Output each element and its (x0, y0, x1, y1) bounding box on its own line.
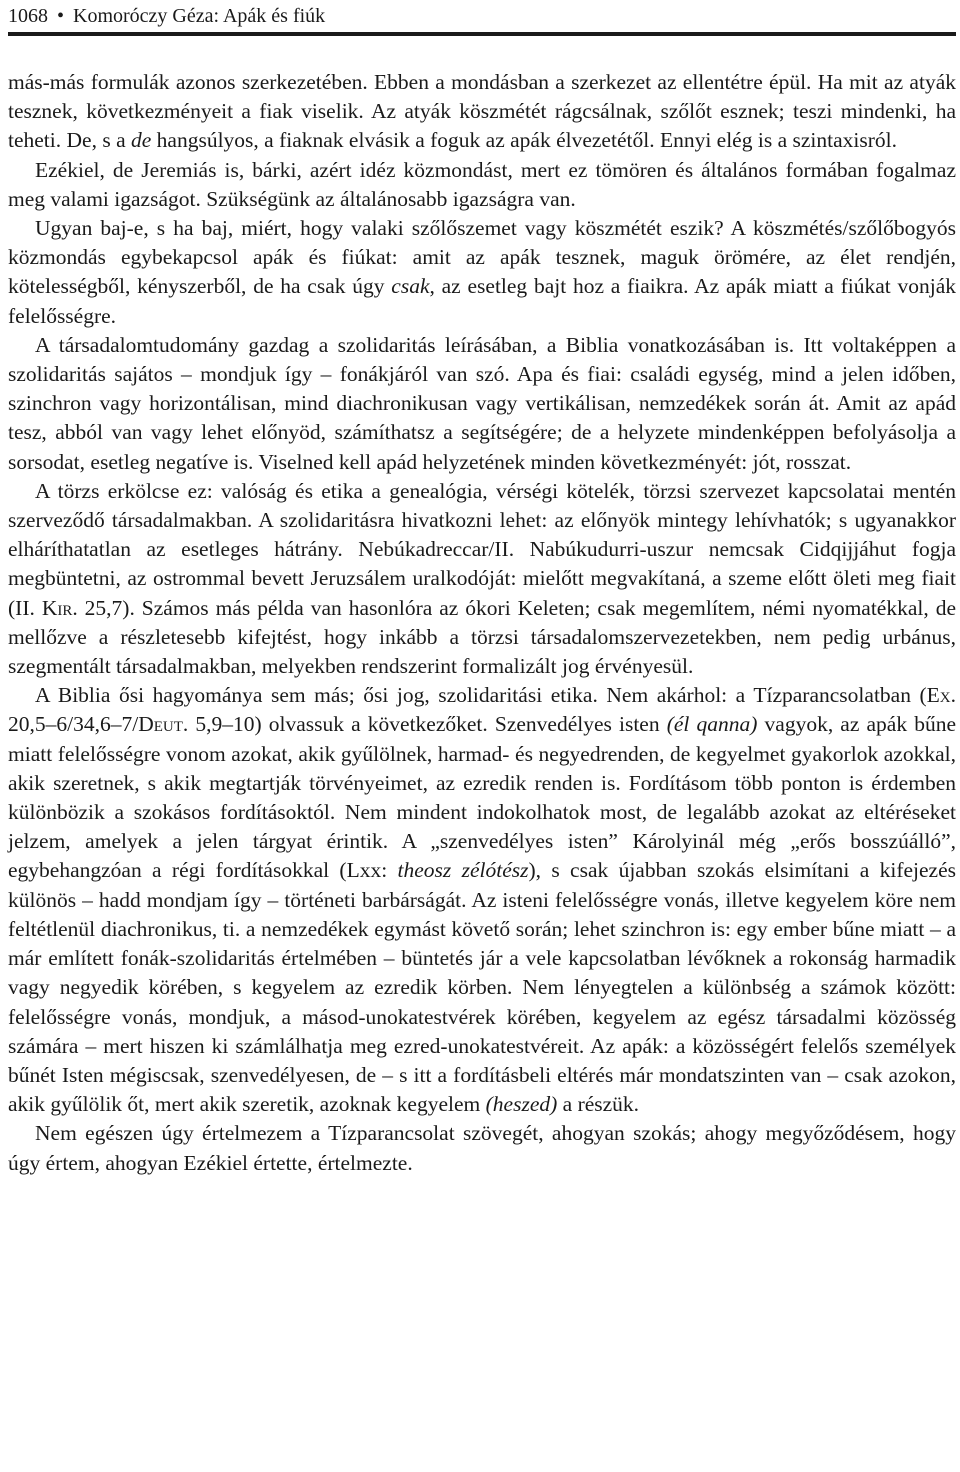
paragraph-6-text-c: . 5,9–10) olvassuk a következőket. Szenvedélyes isten (182, 712, 667, 737)
body-text (8, 68, 956, 1178)
paragraph-6-text-b: . 20,5–6/34,6–7/ (8, 683, 956, 737)
paragraph-6-text-f: a részük. (557, 1092, 640, 1117)
running-head (8, 0, 956, 30)
paragraph-6-text-d: vagyok, az apák bűne miatt felelősségre vonom azokat, akik gyűlölnek, harmad- és negyedrenden, de kegyelmet gyakorlok azokkal, akik szeretnek, s akik megtartják törvényeimet, az ezredik renden is. Fordításom több ponton is érdemben különbözik a szokásos fordításoktól. Nem mindent indokolhatok most, de legalább azokat az eltéréseket jelzem, amelyek a jelen tárgyat érintik. A „szenvedélyes isten” Károlyinál még „erős bosszúálló”, egybehangzóan a régi fordításokkal (Lxx: (8, 712, 956, 883)
paragraph-6-text-e: ), s csak újabban szokás elsimítani a kifejezés különös – hadd mondjam így – történeti barbárságát. Az isteni felelősségre vonás, illetve kegyelem köre nem feltétlenül diachronikus, ti. a nemzedékek egymást követő során; lehet szinchron is: egy ember bűne miatt – a már említett fonák-szolidaritás értelmében – büntetés jár a vele kapcsolatban lévőknek a rokonság harmadik vagy negyedik körében, s kegyelem az ezredik körben. Nem lényegtelen a különbség a számok között: felelősségre vonás, mondjuk, a másod-unokatestvérek körében, kegyelem az egész társadalmi közösség számára – mert hiszen ki számlálhatja meg ezred-unokatestvéreit. Az apák: a közösségért felelős személyek bűnét Isten mégiscsak, szenvedélyesen, de – s itt a fordításbeli eltérés már mondatszinten van – csak azokon, akik gyűlölik őt, mert akik szeretik, azoknak kegyelem (8, 858, 957, 1117)
paragraph-7 (8, 1119, 956, 1177)
paragraph-6-book-ref-deut: Deut (138, 712, 183, 737)
bullet-separator: • (57, 5, 65, 27)
paragraph-3-emphasis: csak (391, 274, 430, 299)
paragraph-6-emphasis-1: (él qanna) (666, 712, 758, 737)
running-title: Komoróczy Géza: Apák és fiúk (73, 5, 326, 27)
paragraph-3-text-b: , az esetleg bajt hoz a fiaikra. Az apák miatt a fiúkat vonják felelősségre. (8, 274, 956, 328)
paragraph-1 (8, 68, 956, 156)
paragraph-5-book-ref: Kir (41, 595, 73, 620)
paragraph-6-emphasis-2: theosz zélótész (397, 858, 529, 883)
paragraph-6-book-ref-ex: Ex (926, 683, 951, 708)
paragraph-5 (8, 477, 956, 681)
document-page (8, 0, 956, 1178)
paragraph-6 (8, 681, 956, 1119)
paragraph-3 (8, 214, 956, 331)
paragraph-5-text-b: . 25,7). Számos más példa van hasonlóra az ókori Keleten; csak megemlítem, némi nyomatékkal, de mellőzve a részletesebb kifejtést, hogy inkább a törzsi társadalomszervezetekben, nem pedig urbánus, szegmentált társadalmakban, melyekben rendszerint formalizált jog érvényesül. (8, 595, 956, 679)
paragraph-3-text-a: Ugyan baj-e, s ha baj, miért, hogy valaki szőlőszemet vagy köszmétét eszik? A köszmétés/szőlőbogyós közmondás egybekapcsol apák és fiúkat: amit az apák tesznek, maguk örömére, az élet rendjén, kötelességből, kényszerből, de ha csak úgy (8, 216, 956, 299)
page-number: 1068 (8, 5, 48, 27)
paragraph-4 (8, 331, 956, 477)
paragraph-6-text-a: A Biblia ősi hagyománya sem más; ősi jog, szolidaritási etika. Nem akárhol: a Tízparancsolatban ( (35, 683, 927, 708)
header-rule (8, 32, 956, 36)
paragraph-1-text-a: más-más formulák azonos szerkezetében. Ebben a mondásban a szerkezet az ellentétre épül. Ha mit az atyák tesznek, következményeit a fiak viselik. Az atyák köszmétét rágcsálnak, szőlőt esznek; teszi mindenki, ha teheti. De, s a (8, 70, 956, 153)
paragraph-2 (8, 156, 956, 214)
paragraph-4-text: A társadalomtudomány gazdag a szolidaritás leírásában, a Biblia vonatkozásában is. Itt voltaképpen a szolidaritás sajátos – mondjuk így – fonákjáról van szó. Apa és fiai: családi egység, mind a jelen időben, szinchron vagy horizontálisan, mind diachronikusan vagy vertikálisan, nemzedékek során át. Amit az apád tesz, abból van vagy lehet előnyöd, számíthatsz a segítségére; de a helyzete mindenképpen befolyásolja a sorsodat, esetleg negatíve is. Viselned kell apád helyzetének minden következményét: jót, rosszat. (8, 332, 956, 474)
paragraph-7-text: Nem egészen úgy értelmezem a Tízparancsolat szövegét, ahogyan szokás; ahogy megyőződésem, hogy úgy értem, ahogyan Ezékiel értette, értelmezte. (8, 1121, 956, 1175)
paragraph-1-emphasis: de (131, 128, 152, 153)
paragraph-2-text: Ezékiel, de Jeremiás is, bárki, azért idéz közmondást, mert ez tömören és általános formában fogalmaz meg valami igazságot. Szükségünk az általánosabb igazságra van. (8, 157, 956, 211)
paragraph-5-text-a: A törzs erkölcse ez: valóság és etika a genealógia, vérségi kötelék, törzsi szervezet kapcsolatai mentén szerveződő társadalmakban. A szolidaritásra hivatkozni lehet: az előnyök mintegy lehívhatók; s ugyanakkor elháríthatatlan az esetleges hátrány. Nebúkadreccar/II. Nabúkudurri-uszur nemcsak Cidqijjáhut fogja megbüntetni, az ostrommal bevett Jeruzsálem uralkodóját: mielőtt megvakítaná, a szeme előtt öleti meg fiait (II. (8, 478, 956, 620)
paragraph-6-emphasis-3: (heszed) (485, 1092, 558, 1117)
paragraph-1-text-b: hangsúlyos, a fiaknak elvásik a foguk az apák élvezetétől. Ennyi elég is a szintaxisról. (151, 128, 897, 153)
